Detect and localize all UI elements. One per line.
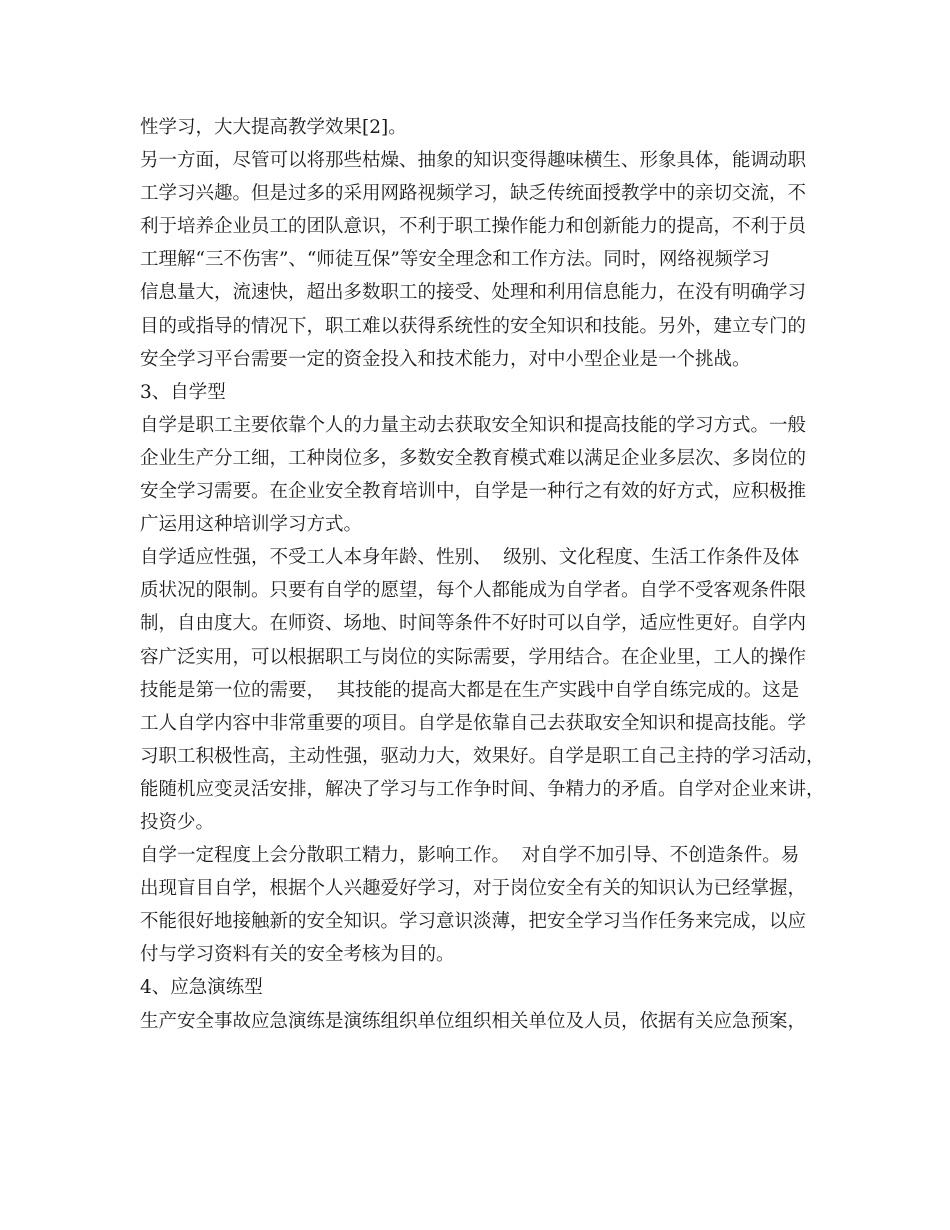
text-line: 投资少。 — [140, 811, 215, 833]
text-line: 习职工积极性高，主动性强，驱动力大，效果好。自学是职工自己主持的学习活动， — [140, 745, 825, 767]
text-line: 企业生产分工细，工种岗位多，多数安全教育模式难以满足企业多层次、多岗位的 — [140, 447, 807, 469]
text-line: 工理解“三不伤害”、“师徒互保”等安全理念和工作方法。同时，网络视频学习 — [140, 249, 770, 271]
text-line: 安全学习平台需要一定的资金投入和技术能力，对中小型企业是一个挑战。 — [140, 348, 751, 370]
text-line: 另一方面，尽管可以将那些枯燥、抽象的知识变得趣味横生、形象具体，能调动职 — [140, 150, 807, 172]
text-line: 技能是第一位的需要， 其技能的提高大都是在生产实践中自学自练完成的。这是 — [140, 679, 800, 701]
document-body — [140, 111, 825, 1038]
text-line: 工学习兴趣。但是过多的采用网路视频学习，缺乏传统面授教学中的亲切交流，不 — [140, 183, 807, 205]
text-line: 自学是职工主要依靠个人的力量主动去获取安全知识和提高技能的学习方式。一般 — [140, 414, 807, 436]
text-line: 质状况的限制。只要有自学的愿望，每个人都能成为自学者。自学不受客观条件限 — [140, 580, 807, 602]
text-line: 自学一定程度上会分散职工精力，影响工作。 对自学不加引导、不创造条件。易 — [140, 845, 800, 867]
text-line: 不能很好地接触新的安全知识。学习意识淡薄，把安全学习当作任务来完成，以应 — [140, 911, 807, 933]
text-line: 广运用这种培训学习方式。 — [140, 514, 363, 536]
text-line: 利于培养企业员工的团队意识，不利于职工操作能力和创新能力的提高，不利于员 — [140, 216, 807, 238]
text-line: 安全学习需要。在企业安全教育培训中，自学是一种行之有效的好方式，应积极推 — [140, 481, 807, 503]
text-line: 容广泛实用，可以根据职工与岗位的实际需要，学用结合。在企业里，工人的操作 — [140, 646, 807, 668]
text-line: 付与学习资料有关的安全考核为目的。 — [140, 944, 455, 966]
text-line: 工人自学内容中非常重要的项目。自学是依靠自己去获取安全知识和提高技能。学 — [140, 712, 807, 734]
text-line: 出现盲目自学，根据个人兴趣爱好学习，对于岗位安全有关的知识认为已经掌握， — [140, 878, 807, 900]
text-line: 生产安全事故应急演练是演练组织单位组织相关单位及人员，依据有关应急预案， — [140, 1010, 807, 1032]
section-heading: 3、自学型 — [140, 381, 226, 403]
text-line: 自学适应性强，不受工人本身年龄、性别、 级别、文化程度、生活工作条件及体 — [140, 547, 800, 569]
text-line: 信息量大，流速快，超出多数职工的接受、处理和利用信息能力，在没有明确学习 — [140, 282, 807, 304]
text-line: 性学习，大大提高教学效果[2]。 — [140, 117, 407, 138]
text-line: 能随机应变灵活安排，解决了学习与工作争时间、争精力的矛盾。自学对企业来讲， — [140, 778, 825, 800]
text-line: 目的或指导的情况下，职工难以获得系统性的安全知识和技能。另外，建立专门的 — [140, 315, 807, 337]
section-heading: 4、应急演练型 — [140, 977, 263, 999]
text-line: 制，自由度大。在师资、场地、时间等条件不好时可以自学，适应性更好。自学内 — [140, 613, 807, 635]
